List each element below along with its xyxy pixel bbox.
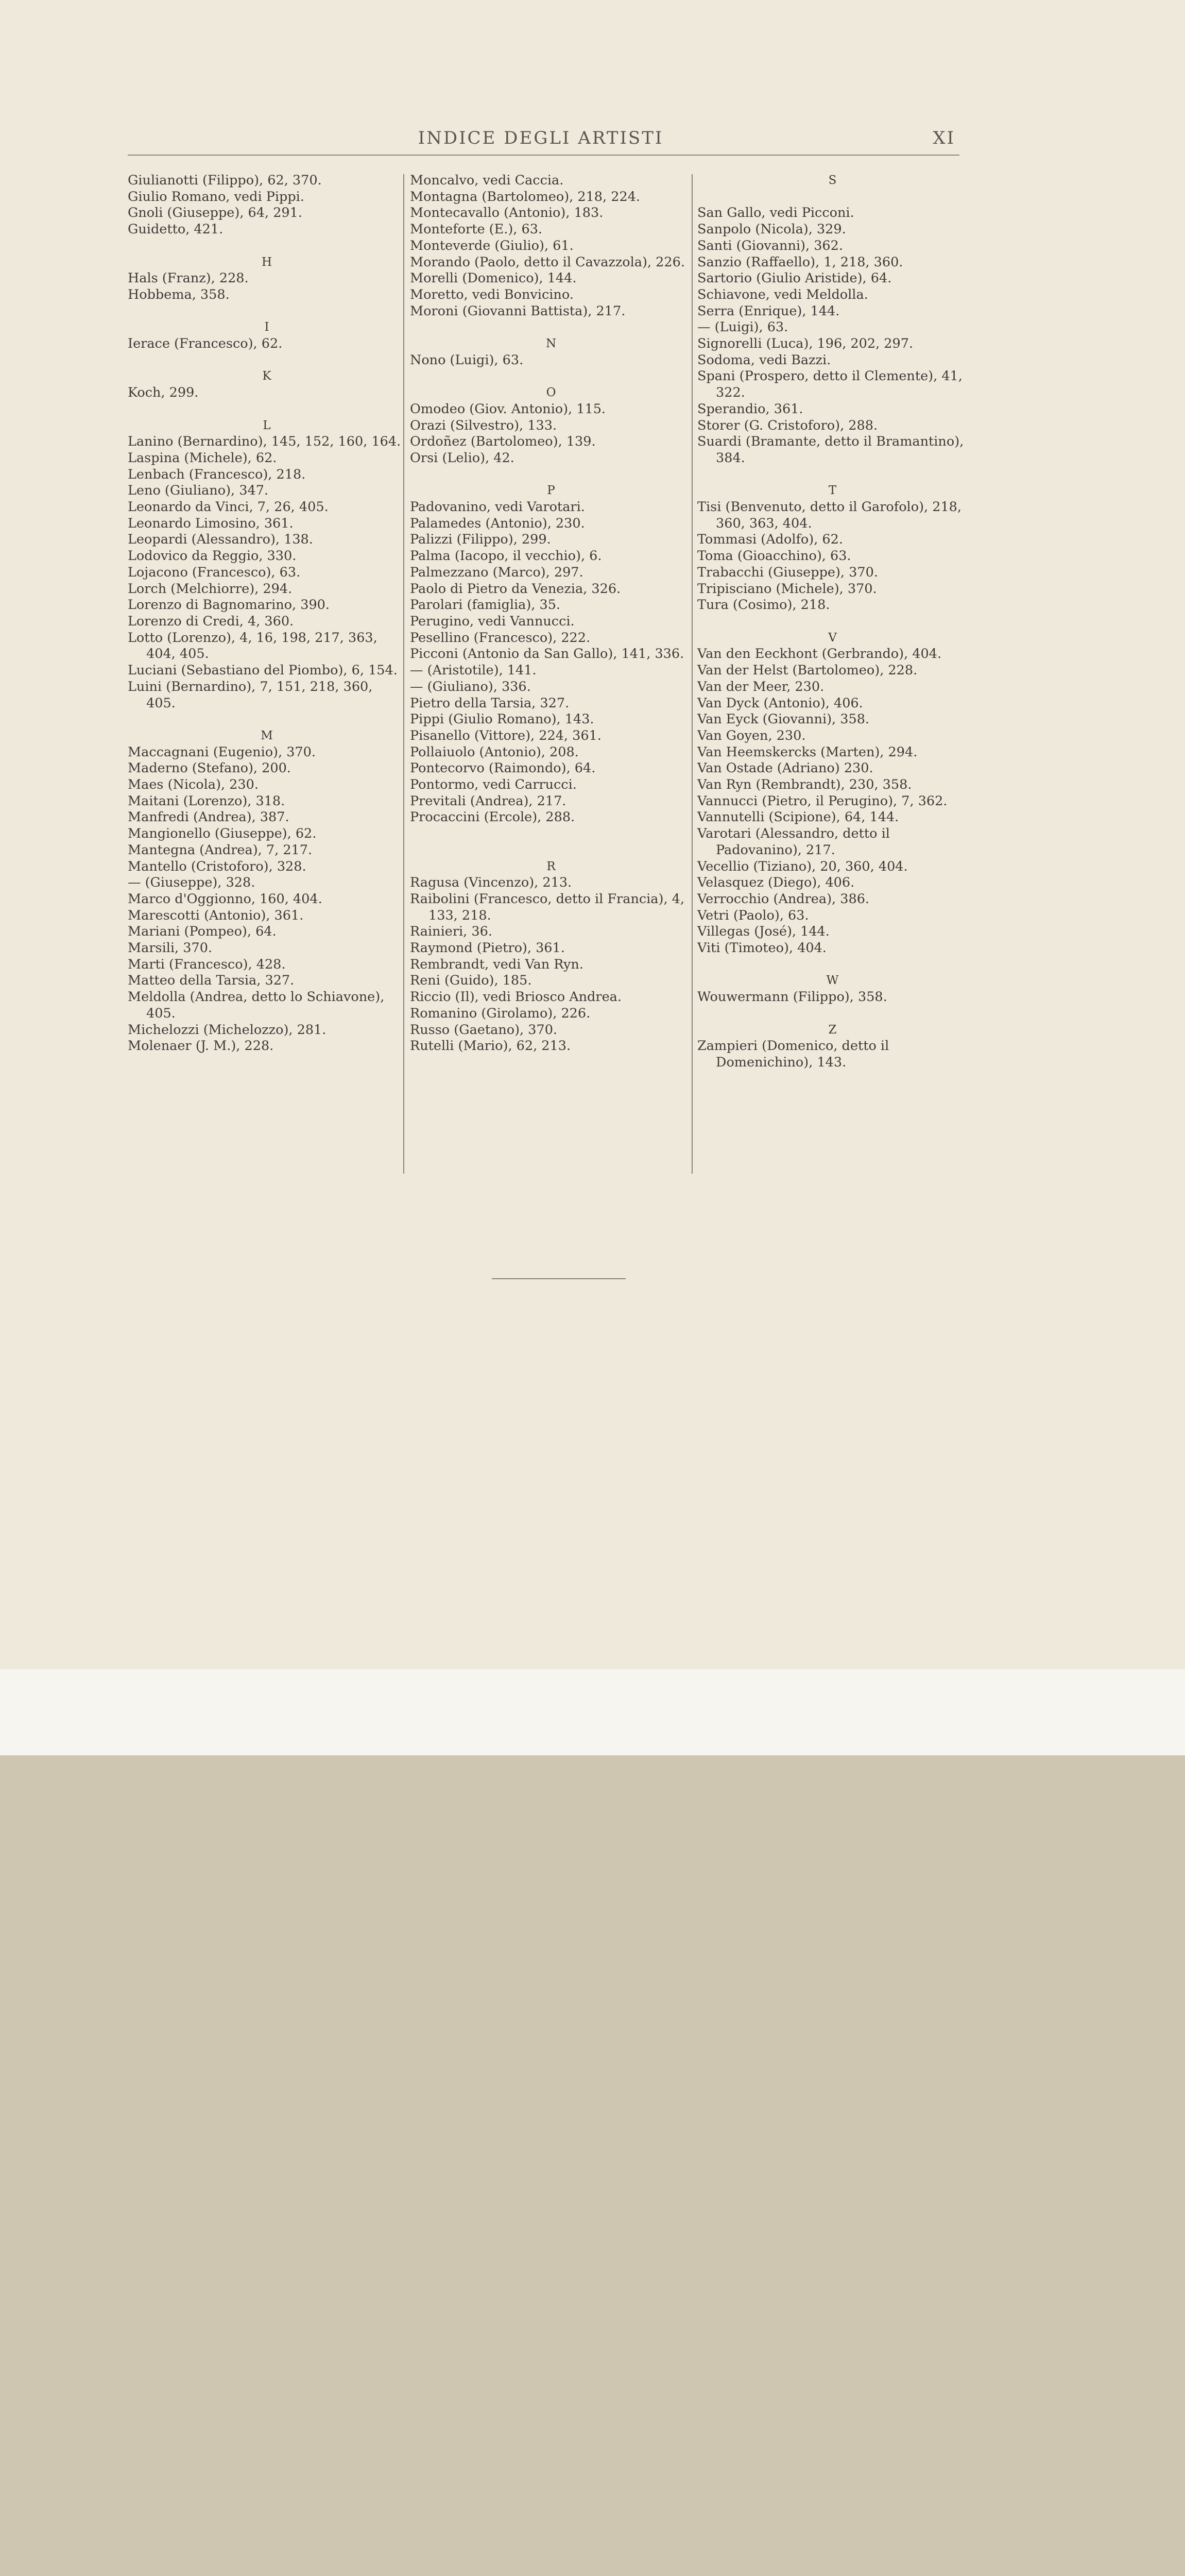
index-entry: Lojacono (Francesco), 63. bbox=[128, 564, 301, 580]
index-entry: Moncalvo, vedi Caccia. bbox=[410, 173, 564, 188]
index-entry: Reni (Guido), 185. bbox=[410, 973, 532, 989]
index-entry: Sanpolo (Nicola), 329. bbox=[697, 222, 846, 238]
index-entry: Serra (Enrique), 144. bbox=[697, 303, 840, 319]
index-entry: Parolari (famiglia), 35. bbox=[410, 597, 561, 613]
index-entry: Lenbach (Francesco), 218. bbox=[128, 466, 306, 482]
index-entry: Lodovico da Reggio, 330. bbox=[128, 548, 297, 564]
spacer bbox=[697, 189, 968, 206]
index-entry: Tisi (Benvenuto, detto il Garofolo), 218, 360, 363, 404. bbox=[697, 499, 966, 531]
index-entry: Suardi (Bramante, detto il Bramantino), 384. bbox=[697, 434, 968, 466]
index-entry: Van Heemskercks (Marten), 294. bbox=[697, 744, 918, 760]
index-entry: Giulio Romano, vedi Pippi. bbox=[128, 189, 304, 205]
index-entry: Van Dyck (Antonio), 406. bbox=[697, 695, 863, 711]
section-letter: O bbox=[546, 386, 556, 400]
index-entry: Mangionello (Giuseppe), 62. bbox=[128, 826, 317, 842]
index-entry: Vetri (Paolo), 63. bbox=[697, 907, 809, 923]
section-letter: Z bbox=[828, 1023, 837, 1037]
index-entry: — (Giuliano), 336. bbox=[410, 679, 531, 694]
index-entry: Previtali (Andrea), 217. bbox=[410, 793, 566, 809]
section-letter: P bbox=[547, 484, 555, 498]
index-entry: Lorenzo di Bagnomarino, 390. bbox=[128, 597, 330, 613]
index-entry: Van Ryn (Rembrandt), 230, 358. bbox=[697, 777, 912, 793]
index-entry: Marco d'Oggionno, 160, 404. bbox=[128, 891, 322, 907]
index-entry: Moretto, vedi Bonvicino. bbox=[410, 286, 574, 302]
spacer bbox=[128, 303, 406, 320]
index-entry: Signorelli (Luca), 196, 202, 297. bbox=[697, 336, 914, 352]
index-entry: Laspina (Michele), 62. bbox=[128, 450, 277, 466]
spacer bbox=[128, 711, 406, 728]
digitization-footer bbox=[0, 1669, 1185, 1755]
index-entry: Lanino (Bernardino), 145, 152, 160, 164. bbox=[128, 434, 401, 450]
index-entry: Luini (Bernardino), 7, 151, 218, 360, 405. bbox=[128, 679, 377, 711]
index-entry: Palmezzano (Marco), 297. bbox=[410, 564, 583, 580]
index-entry: Ierace (Francesco), 62. bbox=[128, 336, 283, 352]
index-entry: Luciani (Sebastiano del Piombo), 6, 154. bbox=[128, 663, 398, 679]
index-entry: Palizzi (Filippo), 299. bbox=[410, 532, 551, 548]
index-entry: Orsi (Lelio), 42. bbox=[410, 450, 514, 466]
index-entry: Palamedes (Antonio), 230. bbox=[410, 515, 585, 531]
index-entry: Santi (Giovanni), 362. bbox=[697, 238, 843, 253]
index-entry: Maitani (Lorenzo), 318. bbox=[128, 793, 285, 809]
index-entry: Vecellio (Tiziano), 20, 360, 404. bbox=[697, 858, 908, 874]
index-entry: Viti (Timoteo), 404. bbox=[697, 940, 827, 956]
index-entry: Rutelli (Mario), 62, 213. bbox=[410, 1038, 571, 1054]
index-entry: Omodeo (Giov. Antonio), 115. bbox=[410, 401, 606, 417]
index-entry: Sodoma, vedi Bazzi. bbox=[697, 352, 831, 368]
index-entry: Russo (Gaetano), 370. bbox=[410, 1022, 558, 1038]
index-entry: Gnoli (Giuseppe), 64, 291. bbox=[128, 205, 302, 221]
index-entry: Marti (Francesco), 428. bbox=[128, 956, 286, 972]
header-rule bbox=[128, 155, 959, 156]
index-entry: Pontecorvo (Raimondo), 64. bbox=[410, 760, 596, 776]
index-entry: Tripisciano (Michele), 370. bbox=[697, 581, 877, 597]
end-rule bbox=[492, 1278, 626, 1279]
index-entry: Maccagnani (Eugenio), 370. bbox=[128, 744, 316, 760]
index-entry: Monteforte (E.), 63. bbox=[410, 222, 543, 238]
index-entry: Perugino, vedi Vannucci. bbox=[410, 613, 575, 629]
spacer bbox=[128, 238, 406, 255]
index-entry: Rainieri, 36. bbox=[410, 924, 492, 940]
section-letter: T bbox=[828, 484, 837, 498]
section-letter: R bbox=[546, 859, 556, 873]
index-entry: Picconi (Antonio da San Gallo), 141, 336. bbox=[410, 646, 684, 662]
index-entry: Morando (Paolo, detto il Cavazzola), 226. bbox=[410, 254, 685, 270]
index-entry: Nono (Luigi), 63. bbox=[410, 352, 524, 368]
index-column-1 bbox=[128, 173, 406, 1055]
spacer bbox=[410, 467, 692, 483]
section-letter: W bbox=[826, 974, 839, 988]
page-title: INDICE DEGLI ARTISTI bbox=[418, 128, 664, 148]
index-entry: Michelozzi (Michelozzo), 281. bbox=[128, 1022, 327, 1038]
index-entry: Manfredi (Andrea), 387. bbox=[128, 809, 289, 825]
index-entry: Hals (Franz), 228. bbox=[128, 270, 249, 286]
column-divider bbox=[403, 174, 404, 1174]
index-entry: Montecavallo (Antonio), 183. bbox=[410, 205, 604, 221]
index-entry: Storer (G. Cristoforo), 288. bbox=[697, 417, 878, 433]
index-entry: Marsili, 370. bbox=[128, 940, 213, 956]
spacer bbox=[410, 826, 692, 842]
section-letter: I bbox=[264, 320, 269, 334]
index-column-2 bbox=[410, 173, 692, 1055]
index-entry: Molenaer (J. M.), 228. bbox=[128, 1038, 274, 1054]
spacer bbox=[697, 467, 968, 483]
index-entry: — (Aristotile), 141. bbox=[410, 663, 537, 679]
index-entry: Varotari (Alessandro, detto il Padovanino), 217. bbox=[697, 826, 894, 858]
index-entry: Mantegna (Andrea), 7, 217. bbox=[128, 842, 313, 858]
index-entry: Ordoñez (Bartolomeo), 139. bbox=[410, 434, 596, 450]
index-column-3 bbox=[697, 173, 968, 1071]
index-entry: — (Giuseppe), 328. bbox=[128, 875, 255, 891]
index-entry: Maes (Nicola), 230. bbox=[128, 777, 259, 793]
index-entry: Tommasi (Adolfo), 62. bbox=[697, 532, 843, 548]
index-entry: Mariani (Pompeo), 64. bbox=[128, 924, 277, 940]
index-entry: Leonardo da Vinci, 7, 26, 405. bbox=[128, 499, 329, 515]
spacer bbox=[128, 401, 406, 418]
section-letter: N bbox=[545, 337, 557, 351]
index-entry: Palma (Iacopo, il vecchio), 6. bbox=[410, 548, 602, 564]
index-entry: Guidetto, 421. bbox=[128, 222, 224, 238]
index-entry: Leonardo Limosino, 361. bbox=[128, 515, 294, 531]
index-entry: Zampieri (Domenico, detto il Domenichino), 143. bbox=[697, 1038, 894, 1070]
index-entry: Raymond (Pietro), 361. bbox=[410, 940, 565, 956]
running-header bbox=[124, 124, 958, 155]
spacer bbox=[697, 1006, 968, 1022]
index-entry: Leopardi (Alessandro), 138. bbox=[128, 532, 313, 548]
index-entry: Vannucci (Pietro, il Perugino), 7, 362. bbox=[697, 793, 948, 809]
spacer bbox=[410, 319, 692, 336]
index-entry: Pontormo, vedi Carrucci. bbox=[410, 777, 577, 793]
index-entry: Matteo della Tarsia, 327. bbox=[128, 973, 295, 989]
index-entry: Spani (Prospero, detto il Clemente), 41, 322. bbox=[697, 368, 967, 401]
index-entry: Maderno (Stefano), 200. bbox=[128, 760, 291, 776]
index-entry: Sperandio, 361. bbox=[697, 401, 803, 417]
index-entry: Pollaiuolo (Antonio), 208. bbox=[410, 744, 579, 760]
index-entry: Van Ostade (Adriano) 230. bbox=[697, 760, 873, 776]
index-entry: Morelli (Domenico), 144. bbox=[410, 270, 577, 286]
index-entry: Procaccini (Ercole), 288. bbox=[410, 809, 575, 825]
index-entry: Romanino (Girolamo), 226. bbox=[410, 1005, 591, 1021]
index-entry: Wouwermann (Filippo), 358. bbox=[697, 989, 887, 1005]
section-letter: K bbox=[262, 369, 271, 383]
index-entry: Van der Meer, 230. bbox=[697, 679, 825, 694]
index-entry: Toma (Gioacchino), 63. bbox=[697, 548, 851, 564]
index-entry: Tura (Cosimo), 218. bbox=[697, 597, 830, 613]
index-entry: Lorch (Melchiorre), 294. bbox=[128, 581, 293, 597]
section-letter: M bbox=[261, 728, 273, 742]
index-entry: Paolo di Pietro da Venezia, 326. bbox=[410, 581, 621, 597]
index-entry: Van Eyck (Giovanni), 358. bbox=[697, 711, 870, 727]
index-entry: Riccio (Il), vedi Briosco Andrea. bbox=[410, 989, 622, 1005]
index-entry: Orazi (Silvestro), 133. bbox=[410, 417, 557, 433]
index-entry: Marescotti (Antonio), 361. bbox=[128, 907, 304, 923]
index-entry: Moroni (Giovanni Battista), 217. bbox=[410, 303, 626, 319]
index-entry: San Gallo, vedi Picconi. bbox=[697, 205, 854, 221]
index-entry: Sartorio (Giulio Aristide), 64. bbox=[697, 270, 892, 286]
spacer bbox=[410, 368, 692, 385]
index-entry: Trabacchi (Giuseppe), 370. bbox=[697, 564, 878, 580]
index-entry: Giulianotti (Filippo), 62, 370. bbox=[128, 173, 322, 188]
index-entry: Pietro della Tarsia, 327. bbox=[410, 695, 570, 711]
index-entry: Velasquez (Diego), 406. bbox=[697, 875, 855, 891]
index-entry: Mantello (Cristoforo), 328. bbox=[128, 858, 306, 874]
spacer bbox=[697, 957, 968, 973]
spacer bbox=[410, 842, 692, 859]
index-entry: Monteverde (Giulio), 61. bbox=[410, 238, 574, 253]
spacer bbox=[697, 614, 968, 630]
index-entry: Pippi (Giulio Romano), 143. bbox=[410, 711, 594, 727]
index-entry: Hobbema, 358. bbox=[128, 286, 230, 302]
page-number: XI bbox=[933, 128, 955, 148]
index-entry: Van Goyen, 230. bbox=[697, 727, 806, 743]
index-entry: Van der Helst (Bartolomeo), 228. bbox=[697, 663, 918, 679]
index-entry: Rembrandt, vedi Van Ryn. bbox=[410, 956, 583, 972]
index-entry: Padovanino, vedi Varotari. bbox=[410, 499, 585, 515]
index-entry: Pisanello (Vittore), 224, 361. bbox=[410, 727, 602, 743]
index-entry: Schiavone, vedi Meldolla. bbox=[697, 286, 868, 302]
index-entry: — (Luigi), 63. bbox=[697, 319, 788, 335]
section-letter: L bbox=[263, 418, 271, 432]
index-entry: Lotto (Lorenzo), 4, 16, 198, 217, 363, 404, 405. bbox=[128, 630, 382, 662]
section-letter: S bbox=[828, 174, 837, 187]
column-divider bbox=[692, 174, 693, 1174]
index-entry: Verrocchio (Andrea), 386. bbox=[697, 891, 870, 907]
index-entry: Koch, 299. bbox=[128, 385, 199, 401]
index-entry: Vannutelli (Scipione), 64, 144. bbox=[697, 809, 899, 825]
index-entry: Sanzio (Raffaello), 1, 218, 360. bbox=[697, 254, 903, 270]
index-entry: Raibolini (Francesco, detto il Francia), 4, 133, 218. bbox=[410, 891, 689, 923]
index-entry: Ragusa (Vincenzo), 213. bbox=[410, 875, 572, 891]
section-letter: H bbox=[261, 255, 272, 269]
index-entry: Villegas (José), 144. bbox=[697, 924, 830, 940]
spacer bbox=[128, 352, 406, 369]
index-entry: Meldolla (Andrea, detto lo Schiavone), 405. bbox=[128, 989, 389, 1021]
index-entry: Van den Eeckhont (Gerbrando), 404. bbox=[697, 646, 942, 662]
index-entry: Lorenzo di Credi, 4, 360. bbox=[128, 613, 294, 629]
index-entry: Pesellino (Francesco), 222. bbox=[410, 630, 591, 646]
index-entry: Montagna (Bartolomeo), 218, 224. bbox=[410, 189, 641, 205]
section-letter: V bbox=[828, 631, 837, 645]
index-entry: Leno (Giuliano), 347. bbox=[128, 483, 269, 499]
